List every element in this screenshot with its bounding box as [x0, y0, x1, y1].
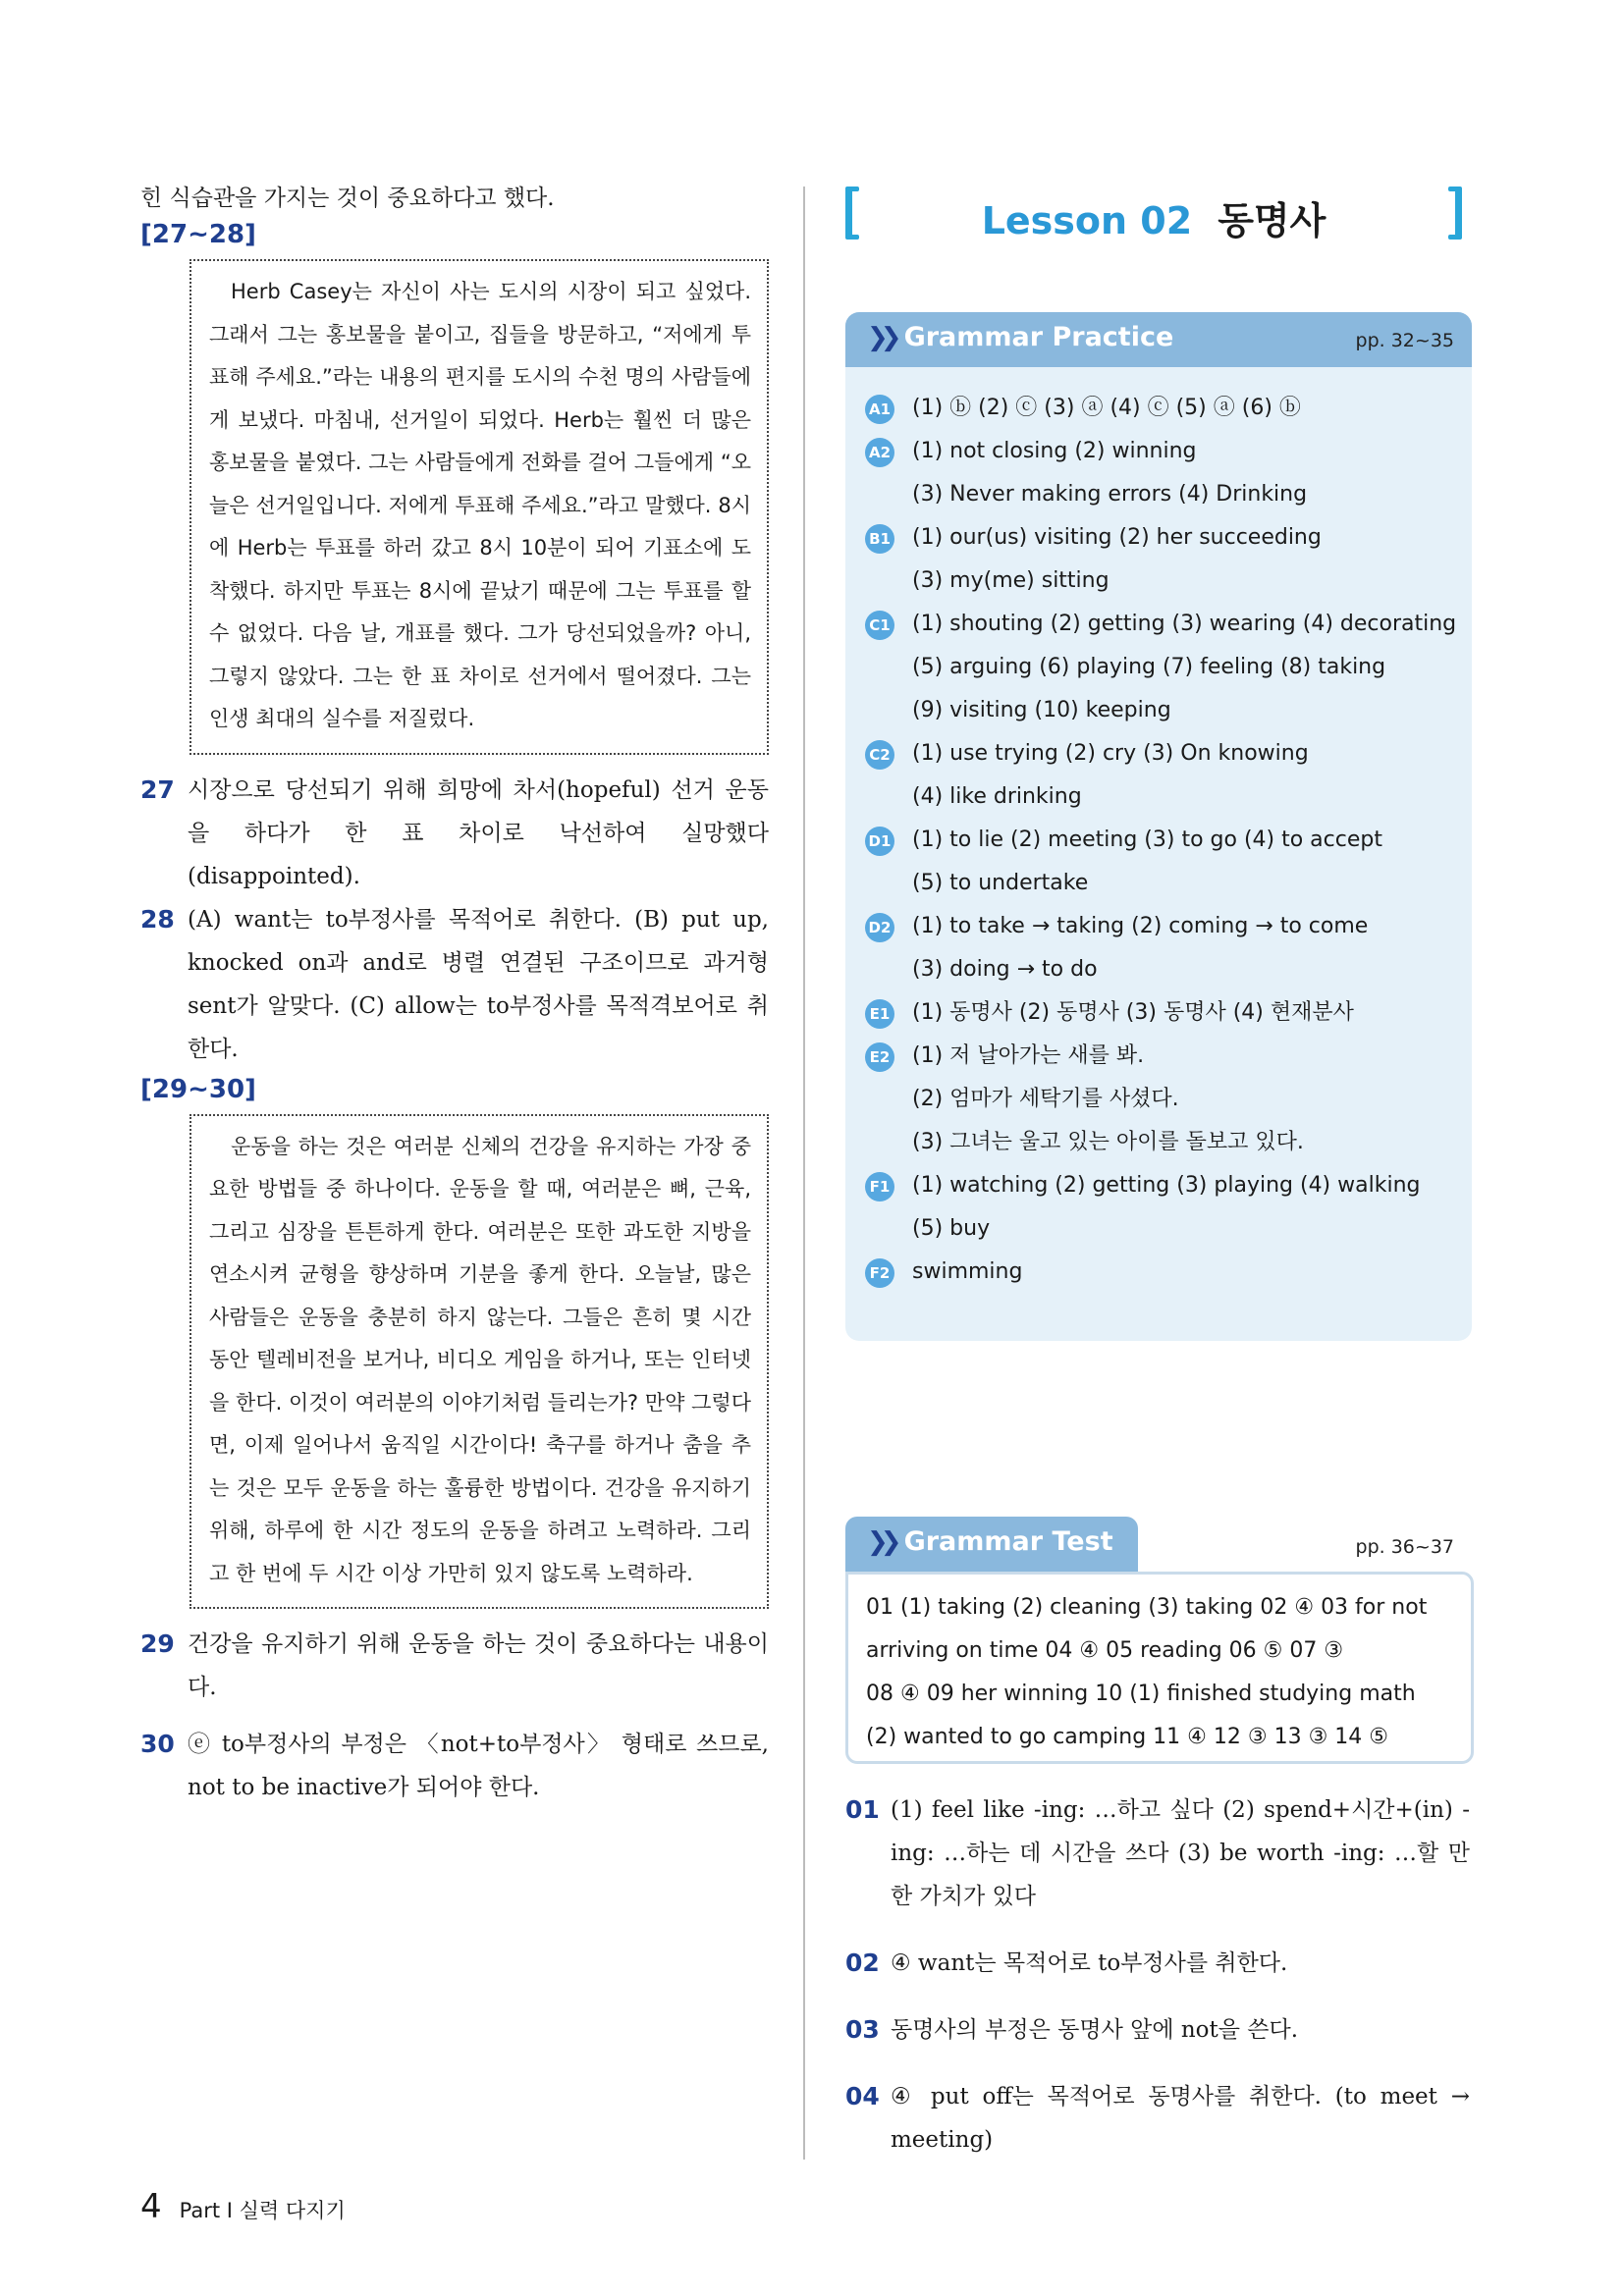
answer-line: (3) my(me) sitting — [912, 568, 1110, 593]
answer-line: (2) 엄마가 세탁기를 사셨다. — [912, 1087, 1179, 1111]
page-range: pp. 36~37 — [1355, 1536, 1454, 1558]
page-footer — [140, 2187, 346, 2226]
answer-line: (1) 동명사 (2) 동명사 (3) 동명사 (4) 현재분사 — [912, 1000, 1354, 1025]
lesson-header — [839, 185, 1468, 243]
explanation-03 — [845, 2008, 1470, 2052]
answer-line: (1) to take → taking (2) coming → to come — [912, 914, 1369, 938]
question-number: 27 — [140, 774, 175, 804]
question-number: 28 — [140, 904, 175, 934]
practice-answer-f2 — [865, 1251, 1452, 1294]
answer-30 — [140, 1723, 769, 1809]
section-label-27-28: [27~28] — [140, 220, 256, 249]
answer-line: (1) not closing (2) winning — [912, 439, 1197, 463]
intro-line: 힌 식습관을 가지는 것이 중요하다고 했다. — [140, 186, 555, 211]
answer-27 — [140, 769, 769, 898]
page-range: pp. 32~35 — [1355, 330, 1454, 351]
practice-answer-list — [845, 367, 1472, 1294]
grammar-practice-panel — [845, 312, 1472, 1341]
passage-text: 운동을 하는 것은 여러분 신체의 건강을 유지하는 가장 중요한 방법들 중 하나이다. 운동을 할 때, 여러분은 뼈, 근육, 그리고 심장을 튼튼하게 한다. 여러분은 또한 과도한 지방을 연소시켜 균형을 향상하며 기분을 좋게 한다. 오늘날, 많은 사람들은 운동을 충분히 하지 않는다. 그들은 흔히 몇 시간 동안 텔레비전을 보거나, 비디오 게임을 하거나, 또는 인터넷을 한다. 이것이 여러분의 이야기처럼 들리는가? 만약 그렇다면, 이제 일어나서 움직일 시간이다! 축구를 하거나 춤을 추는 것은 모두 운동을 하는 훌륭한 방법이다. 건강을 유지하기 위해, 하루에 한 시간 정도의 운동을 하려고 노력하라. 그리고 한 번에 두 시간 이상 가만히 있지 않도록 노력하라. — [209, 1134, 751, 1585]
practice-answer-c1 — [865, 603, 1457, 732]
explanation-04 — [845, 2075, 1470, 2162]
exercise-badge: D2 — [865, 913, 894, 942]
left-column — [140, 177, 769, 1809]
test-answer-line: 08 ④ 09 her winning 10 (1) finished studying math — [866, 1682, 1416, 1706]
practice-answer-e1 — [865, 991, 1452, 1035]
answer-line: (9) visiting (10) keeping — [912, 698, 1171, 722]
explanation-02 — [845, 1942, 1470, 1985]
question-number: 02 — [845, 1949, 880, 1977]
exercise-badge: F1 — [865, 1172, 894, 1201]
practice-answer-f1 — [865, 1164, 1452, 1251]
explanation-text: ⓔ to부정사의 부정은 〈not+to부정사〉 형태로 쓰므로, not to be inactive가 되어야 한다. — [188, 1732, 769, 1800]
test-answer-line: (2) wanted to go camping 11 ④ 12 ③ 13 ③ 14 ⑤ — [866, 1725, 1388, 1749]
grammar-practice-header — [845, 312, 1472, 367]
answer-line: (3) 그녀는 울고 있는 아이를 돌보고 있다. — [912, 1130, 1304, 1154]
lesson-name: 동명사 — [1218, 199, 1326, 242]
question-number: 01 — [845, 1795, 880, 1824]
grammar-test-answers — [848, 1575, 1471, 1771]
answer-line: (5) to undertake — [912, 871, 1089, 895]
grammar-test-answers-box — [845, 1572, 1474, 1764]
answer-line: (5) arguing (6) playing (7) feeling (8) taking — [912, 655, 1386, 679]
answer-line: (3) Never making errors (4) Drinking — [912, 482, 1308, 507]
right-bracket-icon — [1455, 187, 1462, 240]
question-number: 04 — [845, 2082, 880, 2110]
answer-line: (3) doing → to do — [912, 957, 1098, 982]
grammar-test-tab — [845, 1517, 1138, 1572]
grammar-practice-title: Grammar Practice — [903, 322, 1174, 352]
explanation-text: 동명사의 부정은 동명사 앞에 not을 쓴다. — [891, 2017, 1299, 2043]
answer-29 — [140, 1623, 769, 1709]
practice-answer-a1 — [865, 387, 1452, 430]
practice-answer-c2 — [865, 732, 1452, 819]
exercise-badge: B1 — [865, 524, 894, 554]
practice-answer-a2 — [865, 430, 1452, 516]
answer-line: (1) watching (2) getting (3) playing (4) walking — [912, 1173, 1421, 1198]
question-number: 29 — [140, 1629, 175, 1658]
practice-answer-d1 — [865, 819, 1452, 905]
grammar-test-title: Grammar Test — [903, 1526, 1113, 1557]
question-number: 30 — [140, 1730, 175, 1758]
explanation-text: (A) want는 to부정사를 목적어로 취한다. (B) put up, knocked on과 and로 병렬 연결된 구조이므로 과거형 sent가 알맞다. (C) allow는 to부정사를 목적격보어로 취한다. — [188, 906, 769, 1062]
exercise-badge: D1 — [865, 827, 894, 856]
exercise-badge: E1 — [865, 999, 894, 1029]
answer-line: (4) like drinking — [912, 784, 1082, 809]
test-answer-line: arriving on time 04 ④ 05 reading 06 ⑤ 07 ③ — [866, 1638, 1344, 1663]
explanation-text: ④ put off는 목적어로 동명사를 취한다. (to meet → meeting) — [891, 2084, 1470, 2153]
column-divider — [803, 187, 805, 2160]
explanation-text: 시장으로 당선되기 위해 희망에 차서(hopeful) 선거 운동을 하다가 한 표 차이로 낙선하여 실망했다(disappointed). — [188, 776, 769, 889]
answer-line: (1) use trying (2) cry (3) On knowing — [912, 741, 1309, 766]
exercise-badge: A1 — [865, 395, 894, 424]
answer-28 — [140, 898, 769, 1071]
test-answer-line: 01 (1) taking (2) cleaning (3) taking 02 ④ 03 for not — [866, 1595, 1428, 1620]
passage-box-27-28 — [189, 259, 769, 755]
answer-line: (1) our(us) visiting (2) her succeeding — [912, 525, 1322, 550]
passage-box-29-30 — [189, 1114, 769, 1610]
answer-line: (1) 저 날아가는 새를 봐. — [912, 1043, 1145, 1068]
explanation-text: 건강을 유지하기 위해 운동을 하는 것이 중요하다는 내용이다. — [188, 1631, 769, 1700]
lesson-number: Lesson 02 — [981, 199, 1193, 242]
footer-label: Part Ⅰ 실력 다지기 — [179, 2199, 346, 2222]
answer-line: (1) ⓑ (2) ⓒ (3) ⓐ (4) ⓒ (5) ⓐ (6) ⓑ — [912, 396, 1301, 420]
double-chevron-icon: ❯❯ — [867, 1526, 894, 1557]
passage-text: Herb Casey는 자신이 사는 도시의 시장이 되고 싶었다. 그래서 그는 홍보물을 붙이고, 집들을 방문하고, “저에게 투표해 주세요.”라는 내용의 편지를 도시의 수천 명의 사람들에게 보냈다. 마침내, 선거일이 되었다. Herb는 훨씬 더 많은 홍보물을 붙였다. 그는 사람들에게 전화를 걸어 그들에게 “오늘은 선거일입니다. 저에게 투표해 주세요.”라고 말했다. 8시에 Herb는 투표를 하러 갔고 8시 10분이 되어 기표소에 도착했다. 하지만 투표는 8시에 끝났기 때문에 그는 투표를 할 수 없었다. 다음 날, 개표를 했다. 그가 당선되었을까? 아니, 그렇지 않았다. 그는 한 표 차이로 선거에서 떨어졌다. 그는 인생 최대의 실수를 저질렀다. — [209, 280, 751, 730]
explanation-text: (1) feel like -ing: …하고 싶다 (2) spend+시간+(in) -ing: …하는 데 시간을 쓰다 (3) be worth -ing: …할 만한 가치가 있다 — [891, 1797, 1470, 1909]
answer-line: (5) buy — [912, 1216, 991, 1241]
explanation-list — [845, 1789, 1470, 2185]
practice-answer-b1 — [865, 516, 1452, 603]
double-chevron-icon: ❯❯ — [867, 322, 894, 352]
grammar-test-panel — [845, 1517, 1472, 1764]
answer-line: (1) shouting (2) getting (3) wearing (4) decorating — [912, 612, 1457, 636]
explanation-text: ④ want는 목적어로 to부정사를 취한다. — [891, 1950, 1288, 1976]
exercise-badge: E2 — [865, 1042, 894, 1072]
page-number: 4 — [140, 2187, 162, 2226]
answer-line: (1) to lie (2) meeting (3) to go (4) to accept — [912, 828, 1382, 852]
lesson-title — [839, 190, 1468, 244]
practice-answer-e2 — [865, 1035, 1452, 1164]
section-label-29-30: [29~30] — [140, 1074, 256, 1104]
exercise-badge: C2 — [865, 740, 894, 770]
exercise-badge: A2 — [865, 438, 894, 467]
explanation-01 — [845, 1789, 1470, 1918]
exercise-badge: C1 — [865, 611, 894, 640]
practice-answer-d2 — [865, 905, 1452, 991]
question-number: 03 — [845, 2015, 880, 2044]
exercise-badge: F2 — [865, 1258, 894, 1288]
answer-line: swimming — [912, 1259, 1023, 1284]
